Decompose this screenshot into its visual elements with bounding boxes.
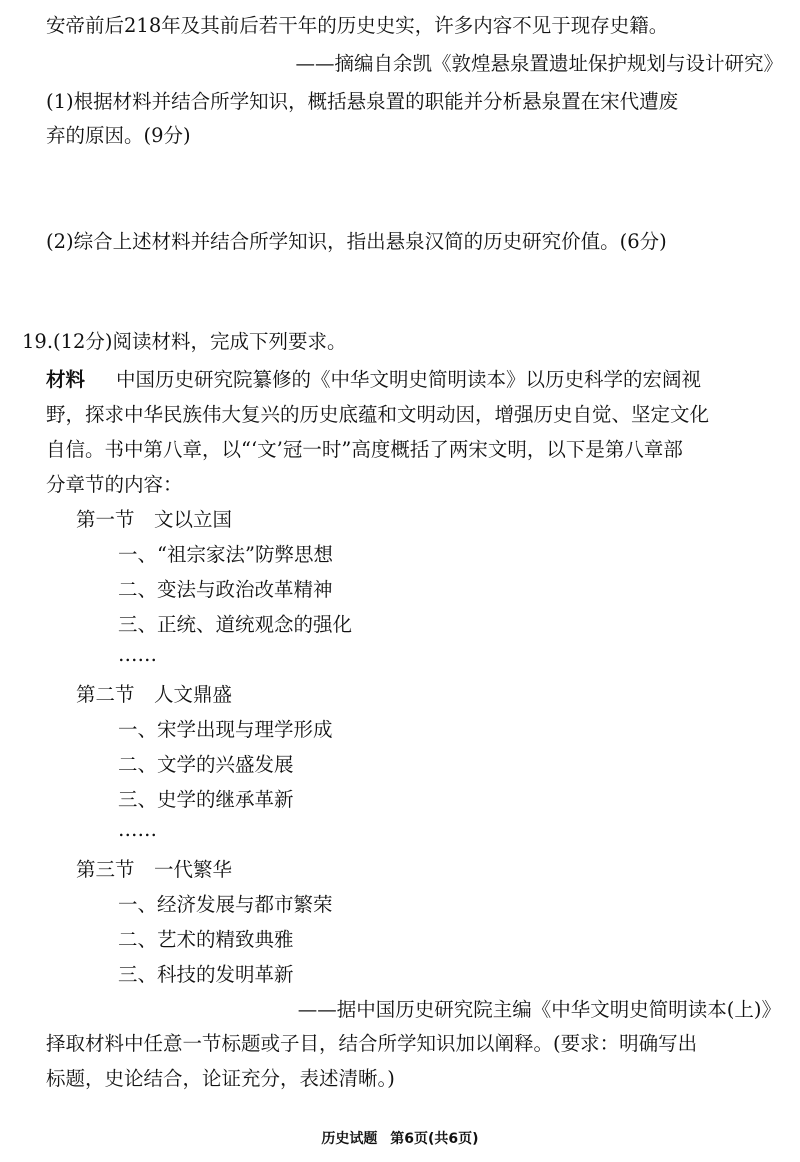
section-item: 二、文学的兴盛发展: [118, 753, 294, 776]
material-text-line: 分章节的内容：: [46, 473, 183, 496]
section-item: 一、经济发展与都市繁荣: [118, 893, 333, 916]
material-text-line: 自信。书中第八章，以“‘文’冠一时”高度概括了两宋文明，以下是第八章部: [46, 438, 683, 461]
footer-page-number: 第6页(共6页): [390, 1131, 479, 1147]
section-title: 第一节 文以立国: [76, 508, 233, 531]
question-18-2-line: (2)综合上述材料并结合所学知识，指出悬泉汉简的历史研究价值。(6分): [46, 230, 667, 253]
question-19-task-line: 择取材料中任意一节标题或子目，结合所学知识加以阐释。(要求：明确写出: [46, 1032, 698, 1055]
section-item: 二、艺术的精致典雅: [118, 928, 294, 951]
section-item: 三、史学的继承革新: [118, 788, 294, 811]
question-18-1-line: (1)根据材料并结合所学知识，概括悬泉置的职能并分析悬泉置在宋代遭废: [46, 90, 679, 113]
section-title: 第三节 一代繁华: [76, 858, 233, 881]
section-ellipsis: ……: [118, 818, 157, 841]
section-item: 一、“祖宗家法”防弊思想: [118, 543, 333, 566]
material-label: 材料: [46, 368, 86, 391]
section-item: 二、变法与政治改革精神: [118, 578, 333, 601]
section-item: 三、科技的发明革新: [118, 963, 294, 986]
question-18-1-line: 弃的原因。(9分): [46, 124, 191, 147]
material-source: ——据中国历史研究院主编《中华文明史简明读本(上)》: [297, 998, 781, 1021]
question-19-header: 19.(12分)阅读材料，完成下列要求。: [22, 330, 347, 353]
footer-subject: 历史试题: [321, 1131, 378, 1147]
question-19-task-line: 标题，史论结合，论证充分，表述清晰。): [46, 1067, 395, 1090]
section-item: 一、宋学出现与理学形成: [118, 718, 333, 741]
material-text-line: 中国历史研究院纂修的《中华文明史简明读本》以历史科学的宏阔视: [116, 368, 702, 391]
section-title: 第二节 人文鼎盛: [76, 683, 233, 706]
page-footer: [0, 1128, 800, 1148]
material-source: ——摘编自余凯《敦煌悬泉置遗址保护规划与设计研究》: [295, 52, 783, 75]
section-ellipsis: ……: [118, 643, 157, 666]
material-text-line: 安帝前后218年及其前后若干年的历史史实，许多内容不见于现存史籍。: [46, 14, 669, 37]
material-text-line: 野，探求中华民族伟大复兴的历史底蕴和文明动因，增强历史自觉、坚定文化: [46, 403, 710, 426]
section-item: 三、正统、道统观念的强化: [118, 613, 353, 636]
